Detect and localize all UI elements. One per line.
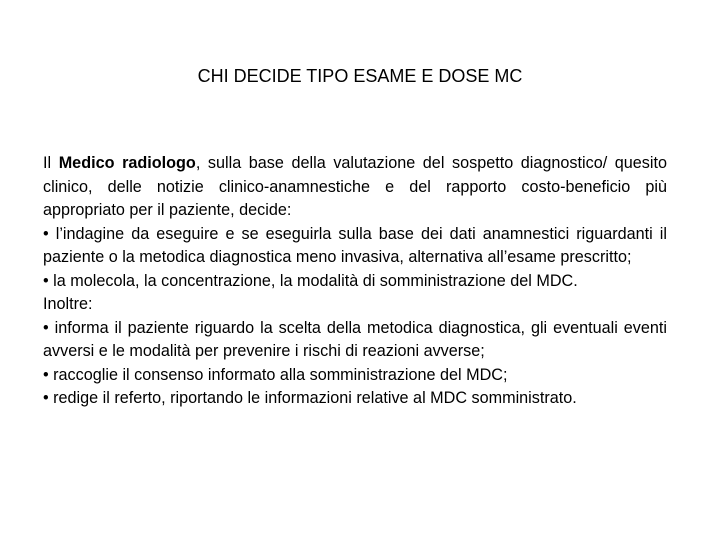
intro-paragraph: [43, 152, 667, 223]
intro-bold-term: Medico radiologo: [58, 154, 196, 172]
intro-prefix: Il: [43, 154, 59, 172]
inoltre-label: Inoltre:: [43, 295, 93, 313]
body-text: [43, 152, 667, 411]
intro-rest: , sulla base della valutazione del sospetto diagnostico/ quesito clinico, delle notizie clinico-anamnestiche e del rapporto costo-beneficio più appropriato per il paziente, decide:: [43, 154, 667, 219]
inoltre-bullet: • raccoglie il consenso informato alla somministrazione del MDC;: [43, 365, 508, 384]
decide-bullet: • la molecola, la concentrazione, la modalità di somministrazione del MDC.: [43, 271, 578, 290]
slide-title: CHI DECIDE TIPO ESAME E DOSE MC: [197, 66, 523, 86]
inoltre-bullet: • redige il referto, riportando le informazioni relative al MDC somministrato.: [43, 389, 577, 407]
inoltre-bullet: • informa il paziente riguardo la scelta della metodica diagnostica, gli eventuali eventi avversi e le modalità per prevenire i rischi di reazioni avverse;: [43, 318, 667, 360]
decide-bullet: • l’indagine da eseguire e se eseguirla sulla base dei dati anamnestici riguardanti il paziente o la metodica diagnostica meno invasiva, alternativa all’esame prescritto;: [43, 224, 667, 266]
